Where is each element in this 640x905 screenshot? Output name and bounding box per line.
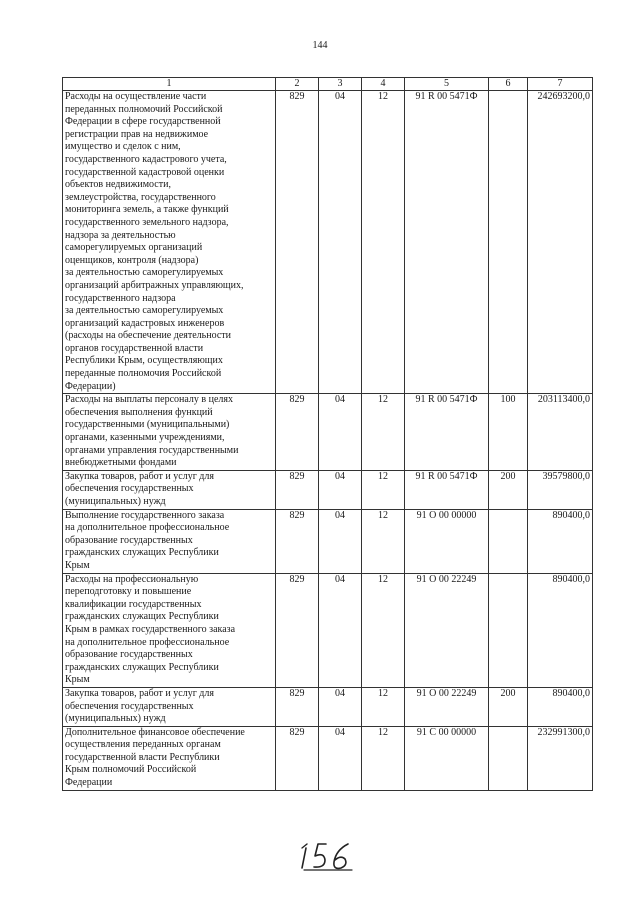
row-ministry-code: 829 bbox=[276, 573, 319, 687]
row-amount: 232991300,0 bbox=[528, 726, 593, 790]
row-ministry-code: 829 bbox=[276, 509, 319, 573]
row-amount: 890400,0 bbox=[528, 573, 593, 687]
row-section-code: 04 bbox=[319, 91, 362, 394]
row-subsection-code: 12 bbox=[362, 91, 405, 394]
row-section-code: 04 bbox=[319, 687, 362, 726]
row-amount: 890400,0 bbox=[528, 687, 593, 726]
table-header-row bbox=[63, 78, 593, 91]
row-expense-type bbox=[489, 91, 528, 394]
table-row bbox=[63, 91, 593, 394]
row-amount: 890400,0 bbox=[528, 509, 593, 573]
row-target-article: 91 О 00 22249 bbox=[405, 687, 489, 726]
row-section-code: 04 bbox=[319, 394, 362, 471]
row-expense-type bbox=[489, 509, 528, 573]
table-row bbox=[63, 470, 593, 509]
row-expense-type: 200 bbox=[489, 687, 528, 726]
row-section-code: 04 bbox=[319, 509, 362, 573]
header-col-7: 7 bbox=[528, 78, 593, 91]
row-target-article: 91 R 00 5471Ф bbox=[405, 91, 489, 394]
page-number: 144 bbox=[312, 40, 328, 51]
row-ministry-code: 829 bbox=[276, 91, 319, 394]
row-amount: 242693200,0 bbox=[528, 91, 593, 394]
header-col-6: 6 bbox=[489, 78, 528, 91]
row-description: Расходы на профессиональную переподготовку и повышение квалификации государственных гражданских служащих Республики Крым в рамках государственного заказа на дополнительное профессиональное образование государственных гражданских служащих Республики Крым bbox=[63, 573, 276, 687]
row-ministry-code: 829 bbox=[276, 726, 319, 790]
row-subsection-code: 12 bbox=[362, 394, 405, 471]
handwritten-page-number bbox=[296, 836, 366, 876]
row-section-code: 04 bbox=[319, 726, 362, 790]
row-description: Дополнительное финансовое обеспечение осуществления переданных органам государственной власти Республики Крым полномочий Российской Федерации bbox=[63, 726, 276, 790]
table-row bbox=[63, 687, 593, 726]
header-col-5: 5 bbox=[405, 78, 489, 91]
table-row bbox=[63, 509, 593, 573]
budget-table bbox=[62, 77, 593, 791]
row-target-article: 91 О 00 22249 bbox=[405, 573, 489, 687]
header-col-4: 4 bbox=[362, 78, 405, 91]
row-expense-type: 100 bbox=[489, 394, 528, 471]
table-row bbox=[63, 726, 593, 790]
row-subsection-code: 12 bbox=[362, 573, 405, 687]
row-description: Расходы на выплаты персоналу в целях обеспечения выполнения функций государственными (муниципальными) органами, казенными учреждениями, органами управления государственными внебюджетными фондами bbox=[63, 394, 276, 471]
row-target-article: 91 R 00 5471Ф bbox=[405, 394, 489, 471]
table-row bbox=[63, 573, 593, 687]
header-col-2: 2 bbox=[276, 78, 319, 91]
row-target-article: 91 О 00 00000 bbox=[405, 509, 489, 573]
table-row bbox=[63, 394, 593, 471]
row-ministry-code: 829 bbox=[276, 687, 319, 726]
header-col-1: 1 bbox=[63, 78, 276, 91]
row-subsection-code: 12 bbox=[362, 509, 405, 573]
row-description: Расходы на осуществление части переданных полномочий Российской Федерации в сфере государственной регистрации прав на недвижимое имущество и сделок с ним, государственного кадастрового учета, государственной кадастровой оценки объектов недвижимости, землеустройства, государственного мониторинга земель, а также функций государственного земельного надзора, надзора за деятельностью саморегулируемых организаций оценщиков, контроля (надзора) за деятельностью саморегулируемых организаций арбитражных управляющих, государственного надзора за деятельностью саморегулируемых организаций кадастровых инженеров (расходы на обеспечение деятельности органов государственной власти Республики Крым, осуществляющих переданные полномочия Российской Федерации) bbox=[63, 91, 276, 394]
row-expense-type bbox=[489, 726, 528, 790]
row-ministry-code: 829 bbox=[276, 394, 319, 471]
row-amount: 203113400,0 bbox=[528, 394, 593, 471]
row-ministry-code: 829 bbox=[276, 470, 319, 509]
row-section-code: 04 bbox=[319, 470, 362, 509]
row-expense-type: 200 bbox=[489, 470, 528, 509]
row-expense-type bbox=[489, 573, 528, 687]
row-section-code: 04 bbox=[319, 573, 362, 687]
row-target-article: 91 R 00 5471Ф bbox=[405, 470, 489, 509]
header-col-3: 3 bbox=[319, 78, 362, 91]
row-amount: 39579800,0 bbox=[528, 470, 593, 509]
row-subsection-code: 12 bbox=[362, 470, 405, 509]
row-description: Выполнение государственного заказа на дополнительное профессиональное образование государственных гражданских служащих Республики Крым bbox=[63, 509, 276, 573]
row-description: Закупка товаров, работ и услуг для обеспечения государственных (муниципальных) нужд bbox=[63, 470, 276, 509]
row-description: Закупка товаров, работ и услуг для обеспечения государственных (муниципальных) нужд bbox=[63, 687, 276, 726]
row-target-article: 91 С 00 00000 bbox=[405, 726, 489, 790]
row-subsection-code: 12 bbox=[362, 687, 405, 726]
row-subsection-code: 12 bbox=[362, 726, 405, 790]
